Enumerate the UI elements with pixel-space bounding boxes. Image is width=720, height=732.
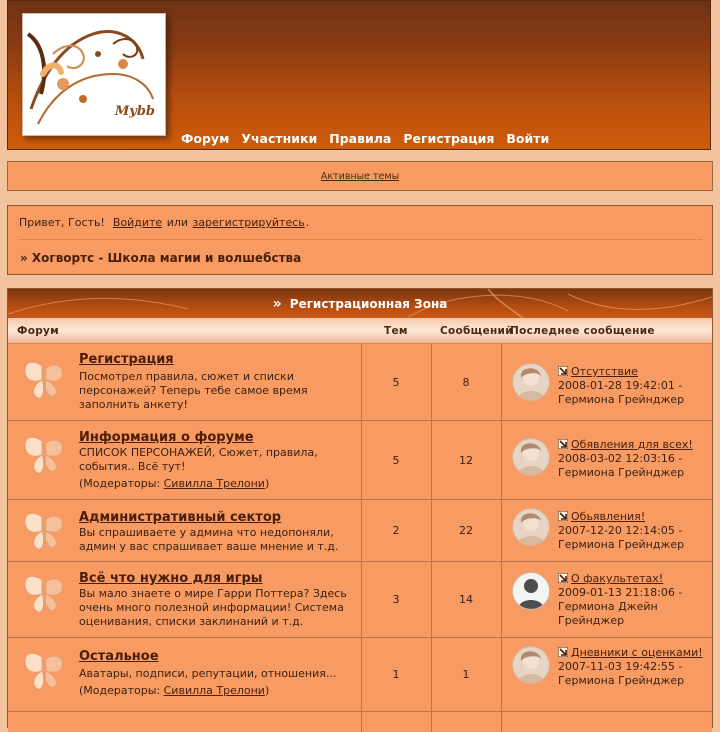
last-post-author: Гермиона Грейнджер xyxy=(558,466,685,479)
forum-description: Вы мало знаете о мире Гарри Поттера? Здесь очень много полезной информации! Система оценивания, списки заклинаний и т.д. xyxy=(79,587,347,628)
avatar[interactable] xyxy=(512,572,550,610)
posts-count: 1 xyxy=(431,638,502,711)
topics-count: 5 xyxy=(361,421,432,499)
forum-row xyxy=(8,638,712,712)
header xyxy=(7,0,711,150)
last-post xyxy=(501,638,712,711)
topics-count: 5 xyxy=(361,344,432,420)
last-post-author: Гермиона Грейнджер xyxy=(558,393,685,406)
avatar-photo-icon xyxy=(513,439,549,475)
col-last-post: Последнее сообщение xyxy=(510,325,655,337)
go-to-post-icon[interactable] xyxy=(558,439,568,449)
topics-count: 2 xyxy=(361,500,432,561)
greeting-text: Привет, Гость! xyxy=(19,216,105,229)
or-text: или xyxy=(166,216,189,229)
category-arrow: » xyxy=(272,295,282,312)
category-header xyxy=(8,289,712,318)
avatar[interactable] xyxy=(512,363,550,401)
go-to-post-icon[interactable] xyxy=(558,647,568,657)
active-topics-bar xyxy=(7,161,713,191)
welcome-box xyxy=(7,205,713,275)
last-post-title[interactable]: О факультетах! xyxy=(571,572,664,585)
avatar-photo-icon xyxy=(513,364,549,400)
avatar-photo-icon xyxy=(513,647,549,683)
last-post xyxy=(501,421,712,499)
forum-butterfly-icon xyxy=(20,356,68,404)
logo[interactable] xyxy=(22,13,166,136)
last-post-author: Гермиона Джейн Грейнджер xyxy=(558,600,658,627)
forum-butterfly-icon xyxy=(20,647,68,695)
posts-count: 14 xyxy=(431,562,502,637)
logo-text: Mybb xyxy=(114,104,155,119)
forum-row xyxy=(8,562,712,638)
last-post-author: Гермиона Грейнджер xyxy=(558,538,685,551)
avatar-photo-icon xyxy=(513,509,549,545)
last-post-title[interactable]: Отсутствие xyxy=(571,365,638,378)
go-to-post-icon[interactable] xyxy=(558,366,568,376)
default-avatar-icon xyxy=(513,573,549,609)
forum-row xyxy=(8,421,712,500)
main-nav xyxy=(181,131,549,146)
topics-count: 3 xyxy=(361,562,432,637)
forum-row xyxy=(8,500,712,562)
last-post xyxy=(501,344,712,420)
last-post-date: 2007-11-03 19:42:55 - xyxy=(558,660,683,673)
forum-description: СПИСОК ПЕРСОНАЖЕЙ, Сюжет, правила, события.. Всё тут! xyxy=(79,446,318,473)
register-link[interactable]: зарегистрируйтесь xyxy=(192,216,305,229)
moderator-link[interactable]: Сивилла Трелони xyxy=(163,477,265,490)
last-post xyxy=(501,562,712,637)
forum-name[interactable]: Остальное xyxy=(79,649,159,664)
forum-row xyxy=(8,344,712,421)
forum-row xyxy=(8,712,712,732)
active-topics-link[interactable]: Активные темы xyxy=(320,170,400,182)
col-topics: Тем xyxy=(384,325,408,337)
moderator-link[interactable]: Сивилла Трелони xyxy=(163,684,265,697)
avatar[interactable] xyxy=(512,438,550,476)
go-to-post-icon[interactable] xyxy=(558,573,568,583)
period-text: . xyxy=(305,216,310,229)
forum-butterfly-icon xyxy=(20,570,68,618)
category-title[interactable]: Регистрационная Зона xyxy=(289,296,448,311)
last-post xyxy=(501,500,712,561)
go-to-post-icon[interactable] xyxy=(558,511,568,521)
last-post-title[interactable]: Обьявления! xyxy=(571,510,646,523)
col-forum: Форум xyxy=(17,325,60,337)
avatar[interactable] xyxy=(512,508,550,546)
forum-name[interactable]: Административный сектор xyxy=(79,510,282,525)
forum-butterfly-icon xyxy=(20,507,68,555)
last-post-date: 2009-01-13 21:18:06 - xyxy=(558,586,683,599)
posts-count: 12 xyxy=(431,421,502,499)
last-post-author: Гермиона Грейнджер xyxy=(558,674,685,687)
column-headers xyxy=(8,318,712,344)
forum-name[interactable]: Регистрация xyxy=(79,352,174,367)
avatar[interactable] xyxy=(512,646,550,684)
nav-login[interactable]: Войти xyxy=(506,131,550,146)
moderators: (Модераторы: Сивилла Трелони) xyxy=(79,477,270,490)
nav-rules[interactable]: Правила xyxy=(329,131,392,146)
last-post-date: 2007-12-20 12:14:05 - xyxy=(558,524,683,537)
moderators: (Модераторы: Сивилла Трелони) xyxy=(79,684,270,697)
nav-forum[interactable]: Форум xyxy=(181,131,230,146)
login-link[interactable]: Войдите xyxy=(112,216,163,229)
topics-count: 1 xyxy=(361,638,432,711)
posts-count: 22 xyxy=(431,500,502,561)
breadcrumb[interactable]: » Хогвортс - Школа магии и волшебства xyxy=(20,251,302,265)
posts-count: 8 xyxy=(431,344,502,420)
last-post-date: 2008-01-28 19:42:01 - xyxy=(558,379,683,392)
nav-register[interactable]: Регистрация xyxy=(403,131,495,146)
forum-name[interactable]: Всё что нужно для игры xyxy=(79,571,263,586)
last-post-title[interactable]: Дневники с оценками! xyxy=(571,646,703,659)
forum-name[interactable]: Информация о форуме xyxy=(79,430,254,445)
col-posts: Сообщений xyxy=(440,325,513,337)
forum-butterfly-icon xyxy=(20,431,68,479)
forum-description: Вы спрашиваете у админа что недопоняли, админ у вас спрашивает ваше мнение и т.д. xyxy=(79,526,339,553)
last-post-title[interactable]: Обявления для всех! xyxy=(571,438,693,451)
last-post-date: 2008-03-02 12:03:16 - xyxy=(558,452,683,465)
divider xyxy=(19,239,702,240)
nav-members[interactable]: Участники xyxy=(241,131,318,146)
forum-description: Посмотрел правила, сюжет и списки персонажей? Теперь тебе самое время заполнить анкету! xyxy=(79,370,308,411)
forum-description: Аватары, подписи, репутации, отношения... xyxy=(79,667,337,680)
greeting-line xyxy=(19,216,309,229)
category-block xyxy=(7,288,713,728)
